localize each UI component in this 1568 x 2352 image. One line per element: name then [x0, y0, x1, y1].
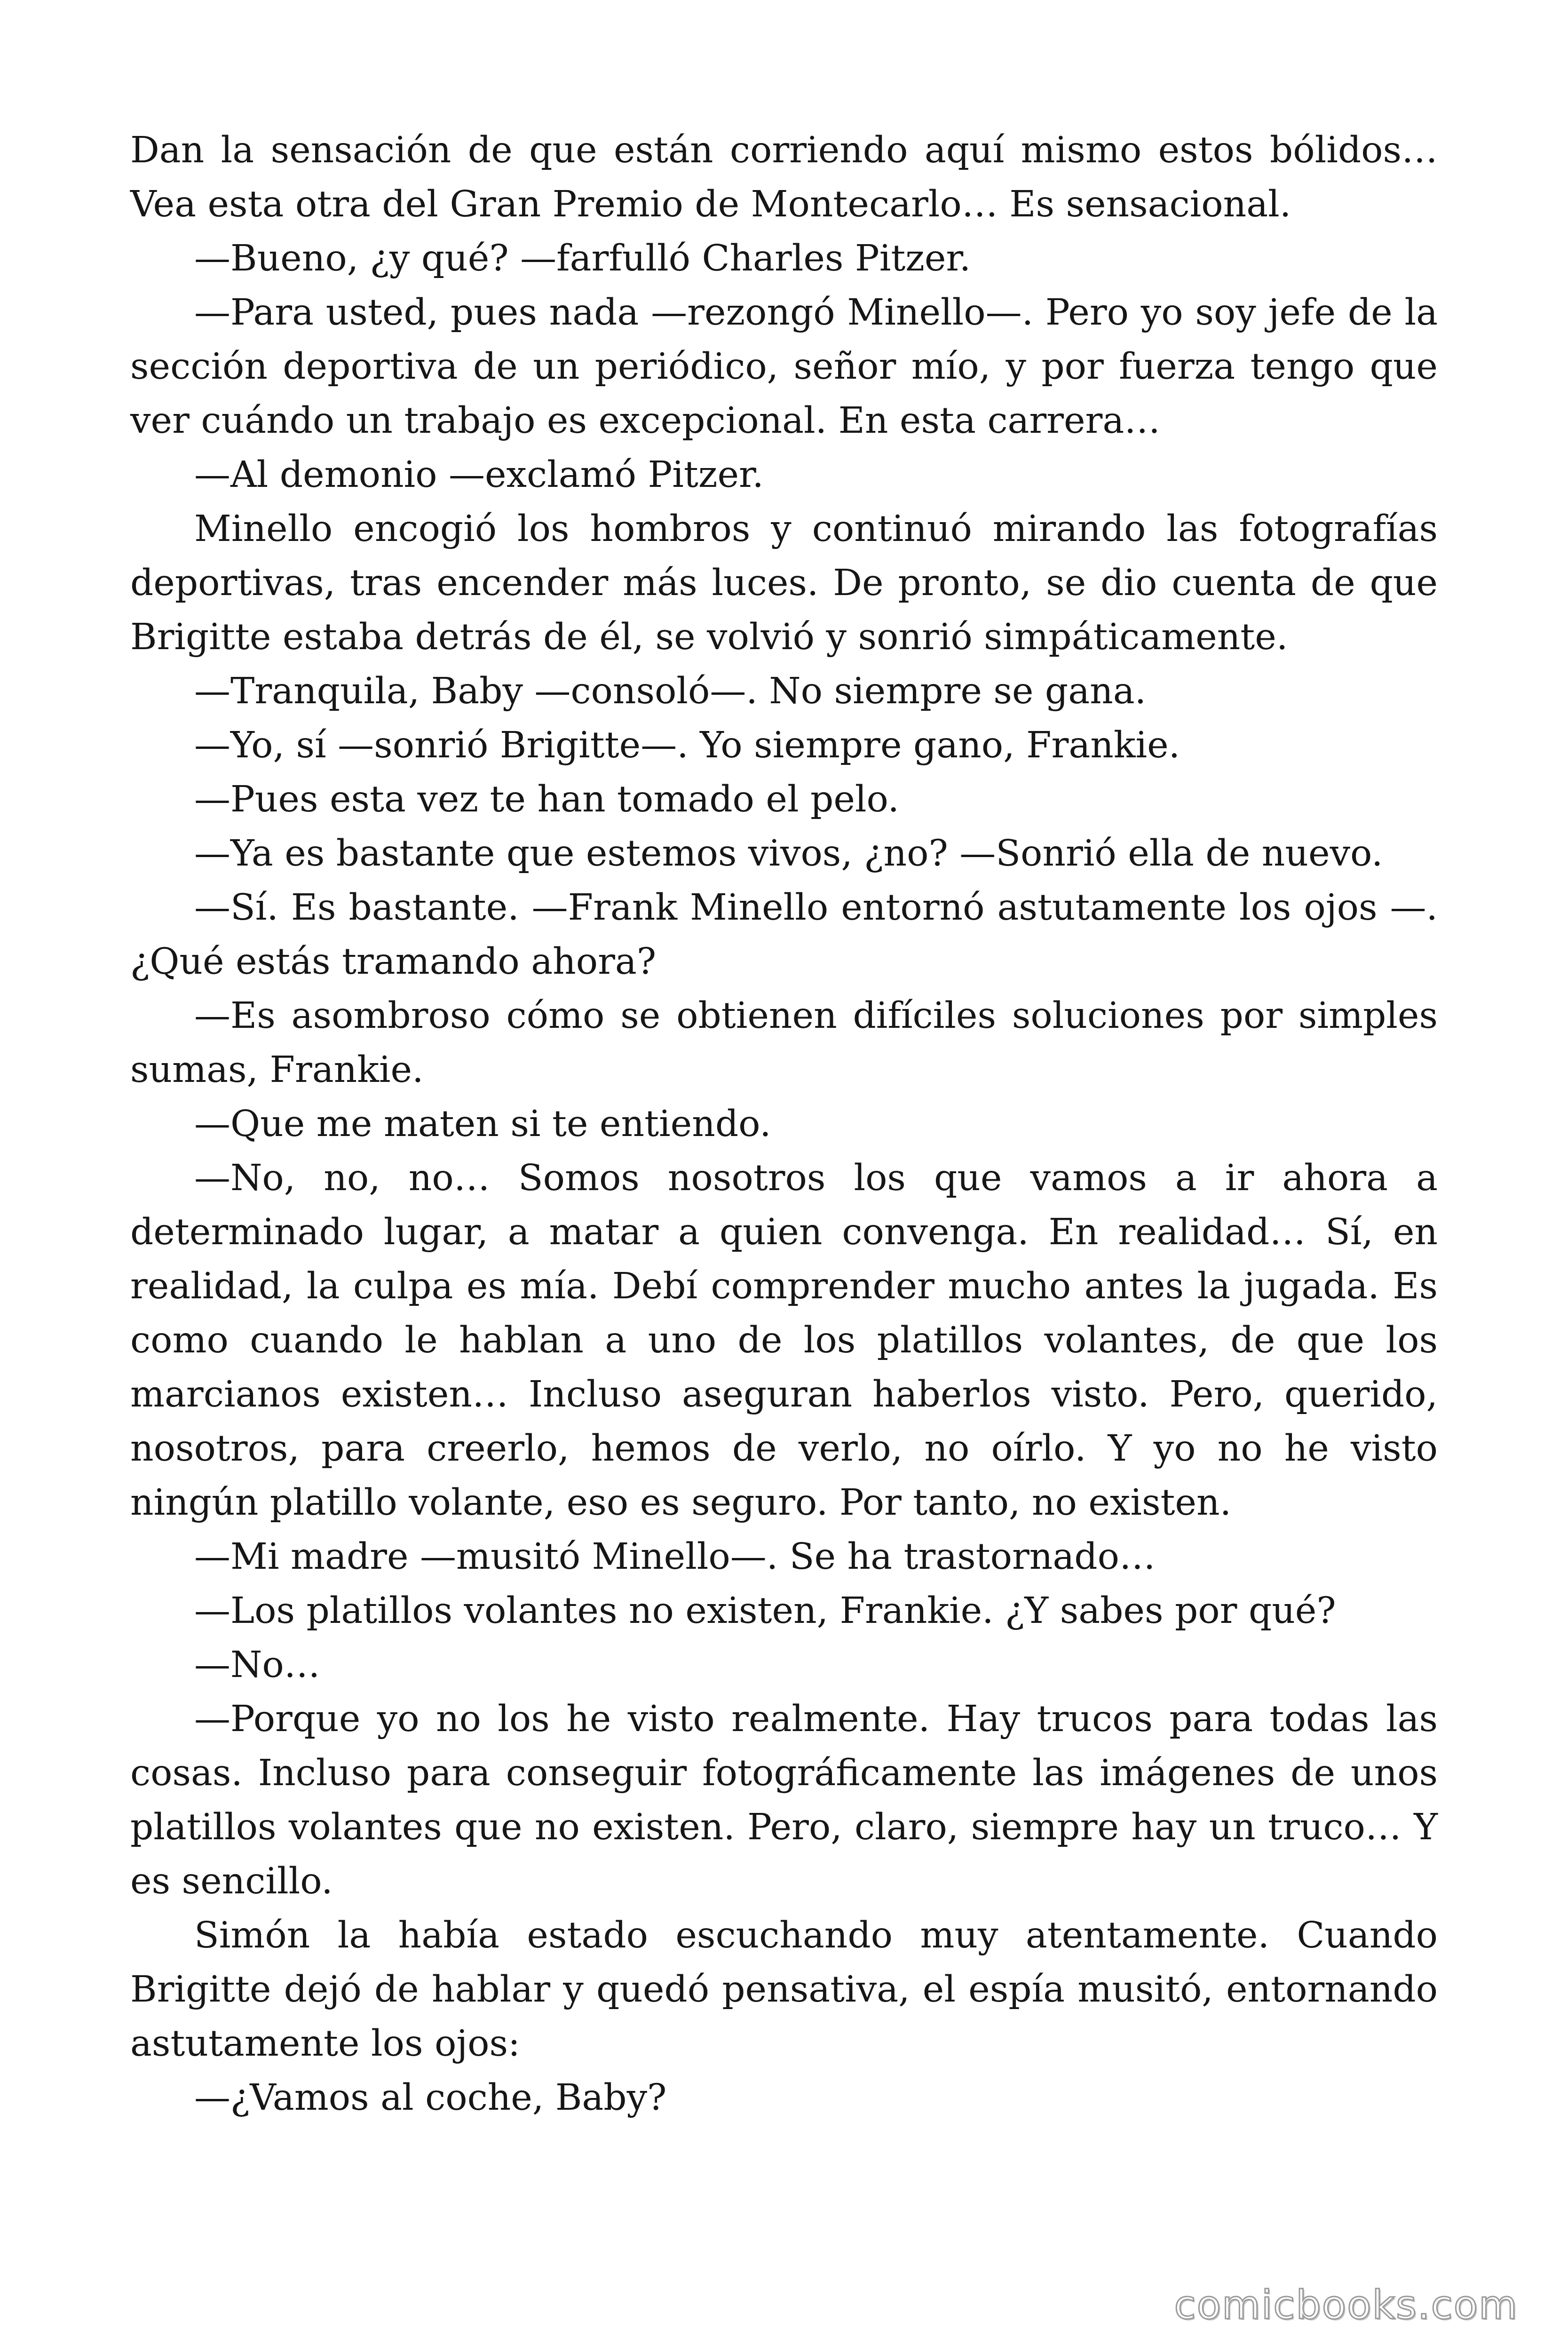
- paragraph: —Porque yo no los he visto realmente. Hay trucos para todas las cosas. Incluso para conseguir fotográficamente las imágenes de unos platillos volantes que no existen. Pero, claro, siempre hay un truco… Y es sencillo.: [130, 1698, 1438, 1902]
- paragraph: —Tranquila, Baby —consoló—. No siempre se gana.: [194, 670, 1147, 712]
- paragraph: —Ya es bastante que estemos vivos, ¿no? —Sonrió ella de nuevo.: [194, 833, 1383, 874]
- paragraph: —Los platillos volantes no existen, Frankie. ¿Y sabes por qué?: [194, 1590, 1336, 1632]
- paragraph: —No…: [194, 1644, 320, 1686]
- paragraph: —¿Vamos al coche, Baby?: [194, 2077, 667, 2119]
- paragraph: —Que me maten si te entiendo.: [194, 1103, 771, 1145]
- paragraph: —Para usted, pues nada —rezongó Minello—. Pero yo soy jefe de la sección deportiva de un periódico, señor mío, y por fuerza tengo que ver cuándo un trabajo es excepcional. En esta carrera…: [130, 292, 1438, 442]
- body-text: [130, 123, 1438, 2125]
- paragraph: Simón la había estado escuchando muy atentamente. Cuando Brigitte dejó de hablar y quedó pensativa, el espía musitó, entornando astutamente los ojos:: [130, 1915, 1438, 2065]
- paragraph: —Yo, sí —sonrió Brigitte—. Yo siempre gano, Frankie.: [194, 724, 1180, 766]
- paragraph: —Pues esta vez te han tomado el pelo.: [194, 779, 900, 820]
- paragraph: —Sí. Es bastante. —Frank Minello entornó astutamente los ojos —. ¿Qué estás tramando ahora?: [130, 887, 1438, 983]
- paragraph: —Bueno, ¿y qué? —farfulló Charles Pitzer.: [194, 238, 971, 279]
- watermark: comicbooks.com: [1174, 2282, 1518, 2328]
- paragraph: Minello encogió los hombros y continuó mirando las fotografías deportivas, tras encender más luces. De pronto, se dio cuenta de que Brigitte estaba detrás de él, se volvió y sonrió simpáticamente.: [130, 508, 1438, 658]
- paragraph: —Es asombroso cómo se obtienen difíciles soluciones por simples sumas, Frankie.: [130, 995, 1438, 1091]
- paragraph: Dan la sensación de que están corriendo aquí mismo estos bólidos… Vea esta otra del Gran Premio de Montecarlo… Es sensacional.: [130, 129, 1438, 225]
- paragraph: —Mi madre —musitó Minello—. Se ha trastornado…: [194, 1536, 1156, 1578]
- paragraph: —No, no, no… Somos nosotros los que vamos a ir ahora a determinado lugar, a matar a quien convenga. En realidad… Sí, en realidad, la culpa es mía. Debí comprender mucho antes la jugada. Es como cuando le hablan a uno de los platillos volantes, de que los marcianos existen… Incluso aseguran haberlos visto. Pero, querido, nosotros, para creerlo, hemos de verlo, no oírlo. Y yo no he visto ningún platillo volante, eso es seguro. Por tanto, no existen.: [130, 1157, 1438, 1524]
- paragraph: —Al demonio —exclamó Pitzer.: [194, 454, 764, 496]
